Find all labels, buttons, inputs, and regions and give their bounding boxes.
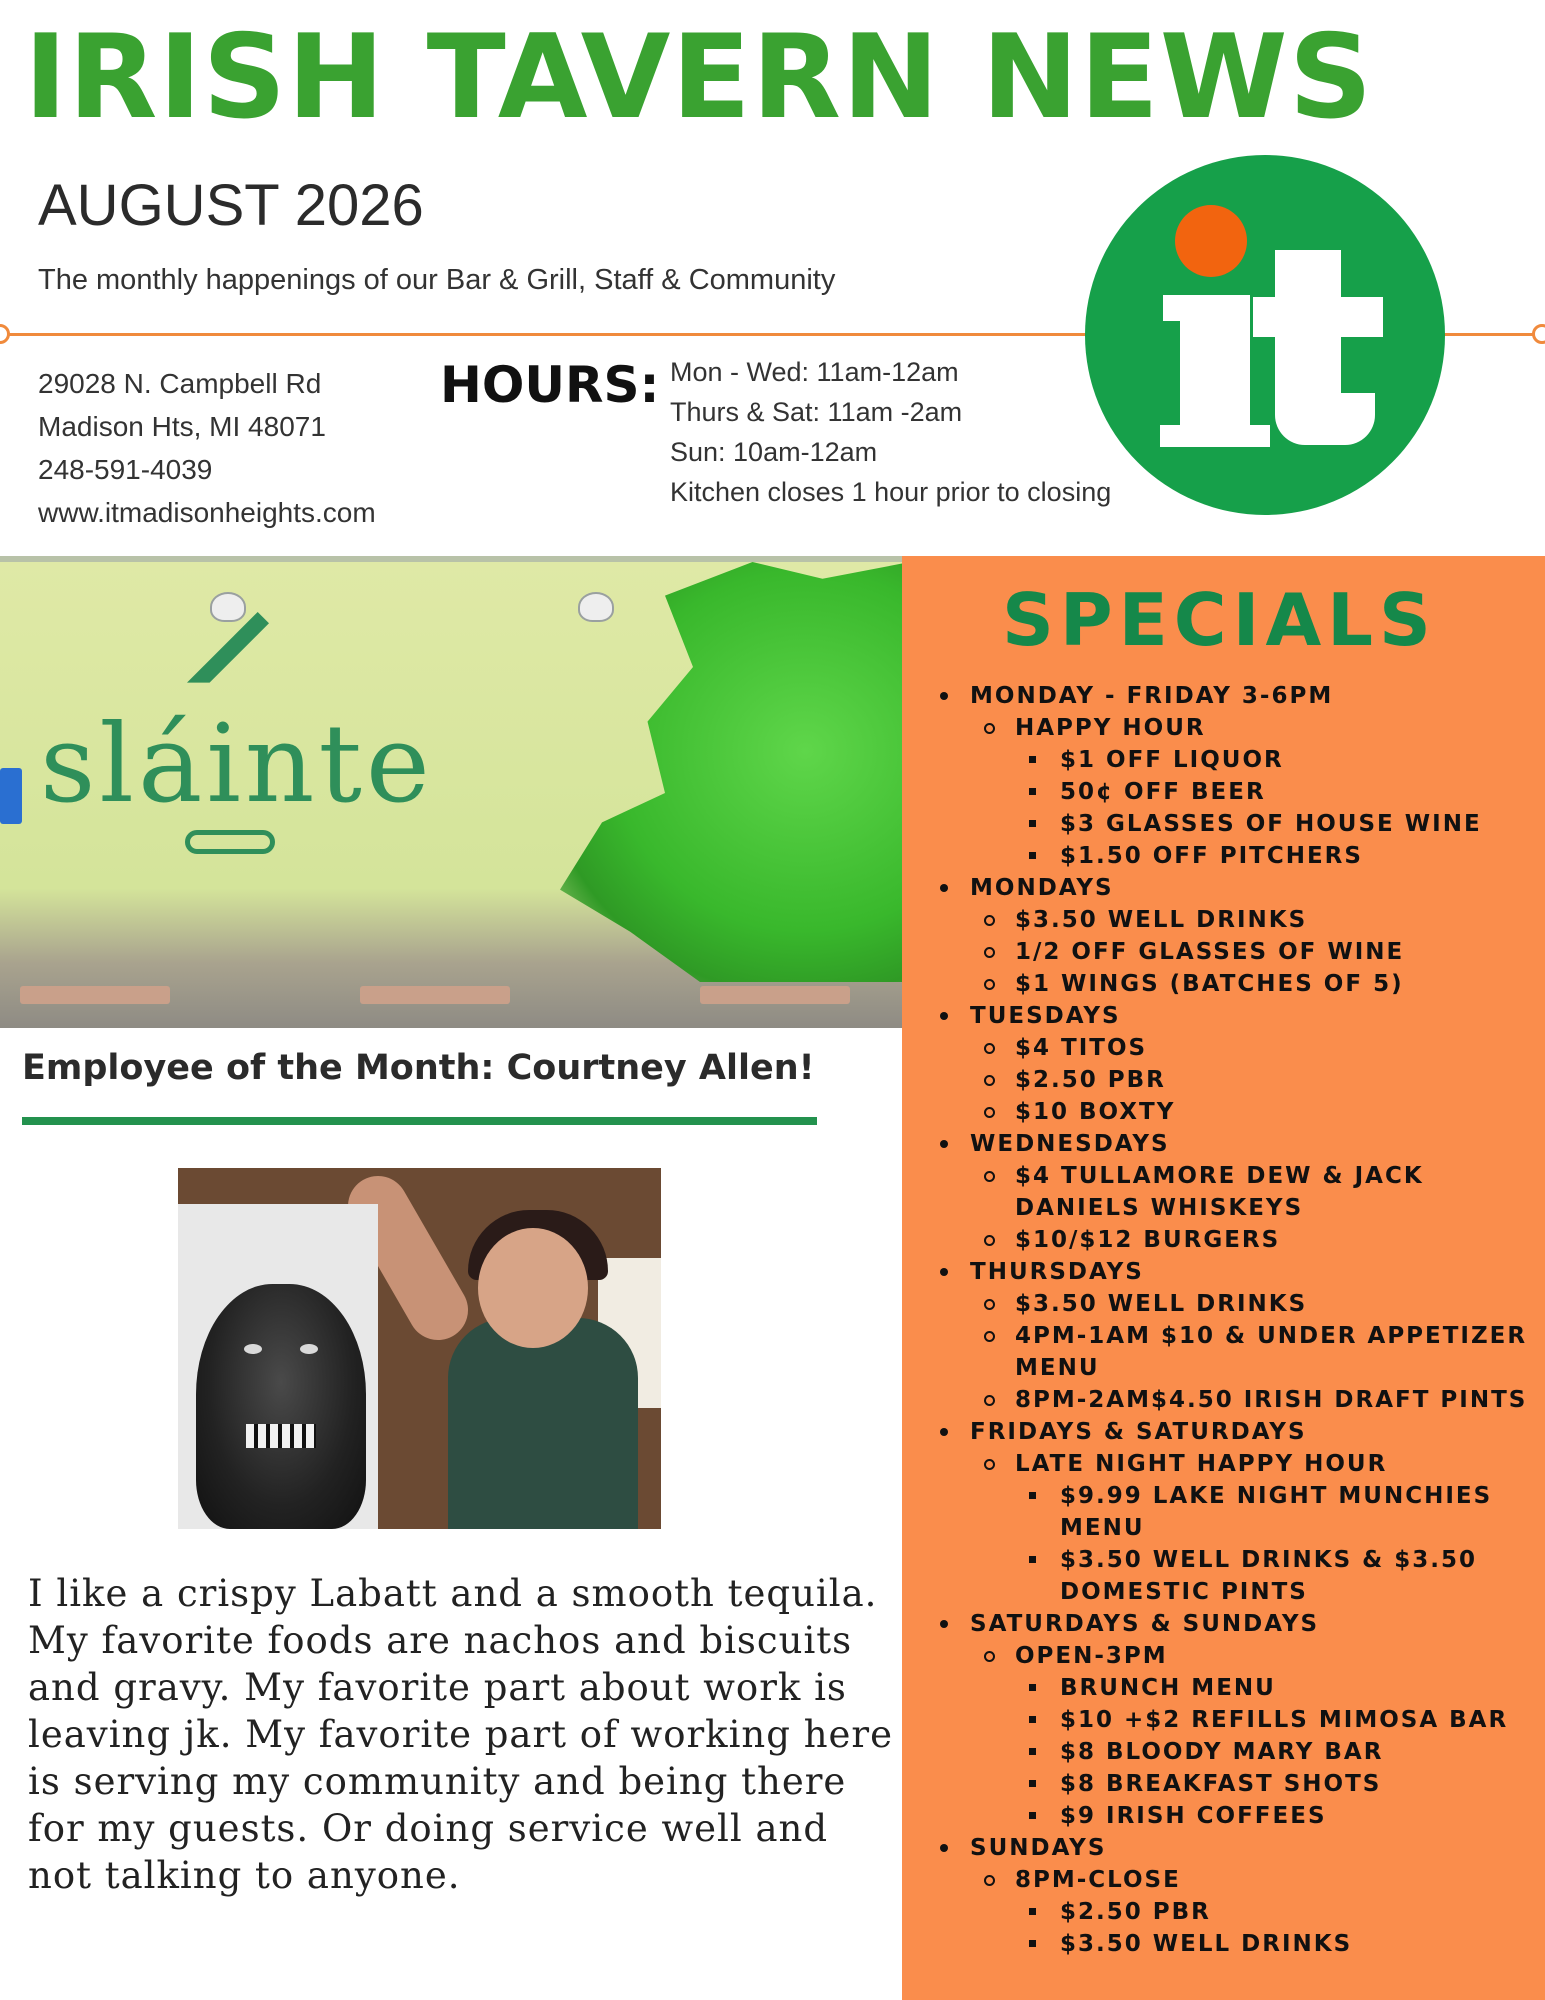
- special-item: $3.50 WELL DRINKS: [932, 1288, 1542, 1320]
- special-item: 8PM-2AM$4.50 IRISH DRAFT PINTS: [932, 1384, 1542, 1416]
- logo-t-bar: [1253, 297, 1383, 337]
- special-item: $1.50 OFF PITCHERS: [932, 840, 1542, 872]
- logo-i-base: [1160, 425, 1270, 447]
- special-item: $3 GLASSES OF HOUSE WINE: [932, 808, 1542, 840]
- parking-curb: [360, 986, 510, 1004]
- parking-curb: [20, 986, 170, 1004]
- slainte-mural-photo: [0, 556, 902, 1028]
- special-item: HAPPY HOUR: [932, 712, 1542, 744]
- special-item: 50¢ OFF BEER: [932, 776, 1542, 808]
- contact-block: [38, 362, 376, 534]
- special-item: THURSDAYS: [932, 1256, 1542, 1288]
- city-address: Madison Hts, MI 48071: [38, 411, 326, 442]
- phone-number[interactable]: 248-591-4039: [38, 454, 213, 485]
- special-item: MONDAYS: [932, 872, 1542, 904]
- special-item: $10 BOXTY: [932, 1096, 1542, 1128]
- special-item: BRUNCH MENU: [932, 1672, 1542, 1704]
- logo-i-stem: [1180, 295, 1250, 445]
- special-item: MONDAY - FRIDAY 3-6PM: [932, 680, 1542, 712]
- special-item: $8 BLOODY MARY BAR: [932, 1736, 1542, 1768]
- parking-sign-icon: [0, 768, 22, 824]
- special-item: $2.50 PBR: [932, 1064, 1542, 1096]
- special-item: SUNDAYS: [932, 1832, 1542, 1864]
- specials-list: [932, 680, 1542, 1960]
- special-item: WEDNESDAYS: [932, 1128, 1542, 1160]
- specials-panel: [902, 556, 1545, 2000]
- logo-t-curl: [1317, 393, 1375, 445]
- special-item: $10 +$2 REFILLS MIMOSA BAR: [932, 1704, 1542, 1736]
- person-head: [478, 1228, 588, 1348]
- website-link[interactable]: www.itmadisonheights.com: [38, 497, 376, 528]
- wall-lamp: [210, 592, 246, 622]
- special-item: $3.50 WELL DRINKS & $3.50 DOMESTIC PINTS: [932, 1544, 1542, 1608]
- godzilla-eye: [300, 1344, 318, 1354]
- tagline: The monthly happenings of our Bar & Grill, Staff & Community: [38, 264, 836, 296]
- it-logo: [1085, 155, 1445, 515]
- godzilla-poster: [178, 1204, 378, 1529]
- celtic-knot-icon: [185, 830, 275, 854]
- special-item: $3.50 WELL DRINKS: [932, 1928, 1542, 1960]
- ireland-map-mural: [560, 562, 902, 982]
- special-item: $9.99 LAKE NIGHT MUNCHIES MENU: [932, 1480, 1542, 1544]
- special-item: $2.50 PBR: [932, 1896, 1542, 1928]
- special-item: $10/$12 BURGERS: [932, 1224, 1542, 1256]
- employee-bio: I like a crispy Labatt and a smooth tequila. My favorite foods are nachos and biscuits and gravy. My favorite part about work is leaving jk. My favorite part of working here is serving my community and being there for my guests. Or doing service well and not talking to anyone.: [28, 1572, 894, 1897]
- hours-line: Kitchen closes 1 hour prior to closing: [670, 477, 1112, 507]
- godzilla-eye: [244, 1344, 262, 1354]
- logo-dot: [1175, 205, 1247, 277]
- parking-curb: [700, 986, 850, 1004]
- hours-title: HOURS:: [440, 356, 660, 414]
- special-item: $4 TITOS: [932, 1032, 1542, 1064]
- wall-lamp: [578, 592, 614, 622]
- special-item: $1 OFF LIQUOR: [932, 744, 1542, 776]
- hours-list: [670, 352, 1111, 512]
- special-item: OPEN-3PM: [932, 1640, 1542, 1672]
- issue-date: AUGUST 2026: [38, 173, 424, 238]
- street-address: 29028 N. Campbell Rd: [38, 368, 322, 399]
- special-item: $4 TULLAMORE DEW & JACK DANIELS WHISKEYS: [932, 1160, 1542, 1224]
- specials-title: SPECIALS: [1002, 578, 1437, 662]
- divider-cap-left: [0, 324, 10, 344]
- special-item: $1 WINGS (BATCHES OF 5): [932, 968, 1542, 1000]
- special-item: TUESDAYS: [932, 1000, 1542, 1032]
- special-item: $8 BREAKFAST SHOTS: [932, 1768, 1542, 1800]
- employee-divider: [22, 1117, 817, 1125]
- person-body: [448, 1318, 638, 1529]
- godzilla-head: [196, 1284, 366, 1529]
- employee-photo: [178, 1168, 661, 1529]
- masthead-title: IRISH TAVERN NEWS: [24, 10, 1374, 145]
- hours-line: Thurs & Sat: 11am -2am: [670, 397, 963, 427]
- mural-text: sláinte: [40, 702, 434, 827]
- special-item: $3.50 WELL DRINKS: [932, 904, 1542, 936]
- godzilla-teeth: [246, 1424, 316, 1448]
- divider-cap-right: [1532, 324, 1545, 344]
- employee-of-month-title: Employee of the Month: Courtney Allen!: [22, 1048, 815, 1088]
- special-item: 8PM-CLOSE: [932, 1864, 1542, 1896]
- special-item: FRIDAYS & SATURDAYS: [932, 1416, 1542, 1448]
- special-item: 4PM-1AM $10 & UNDER APPETIZER MENU: [932, 1320, 1542, 1384]
- special-item: 1/2 OFF GLASSES OF WINE: [932, 936, 1542, 968]
- hours-line: Mon - Wed: 11am-12am: [670, 357, 959, 387]
- special-item: LATE NIGHT HAPPY HOUR: [932, 1448, 1542, 1480]
- hours-line: Sun: 10am-12am: [670, 437, 878, 467]
- special-item: SATURDAYS & SUNDAYS: [932, 1608, 1542, 1640]
- special-item: $9 IRISH COFFEES: [932, 1800, 1542, 1832]
